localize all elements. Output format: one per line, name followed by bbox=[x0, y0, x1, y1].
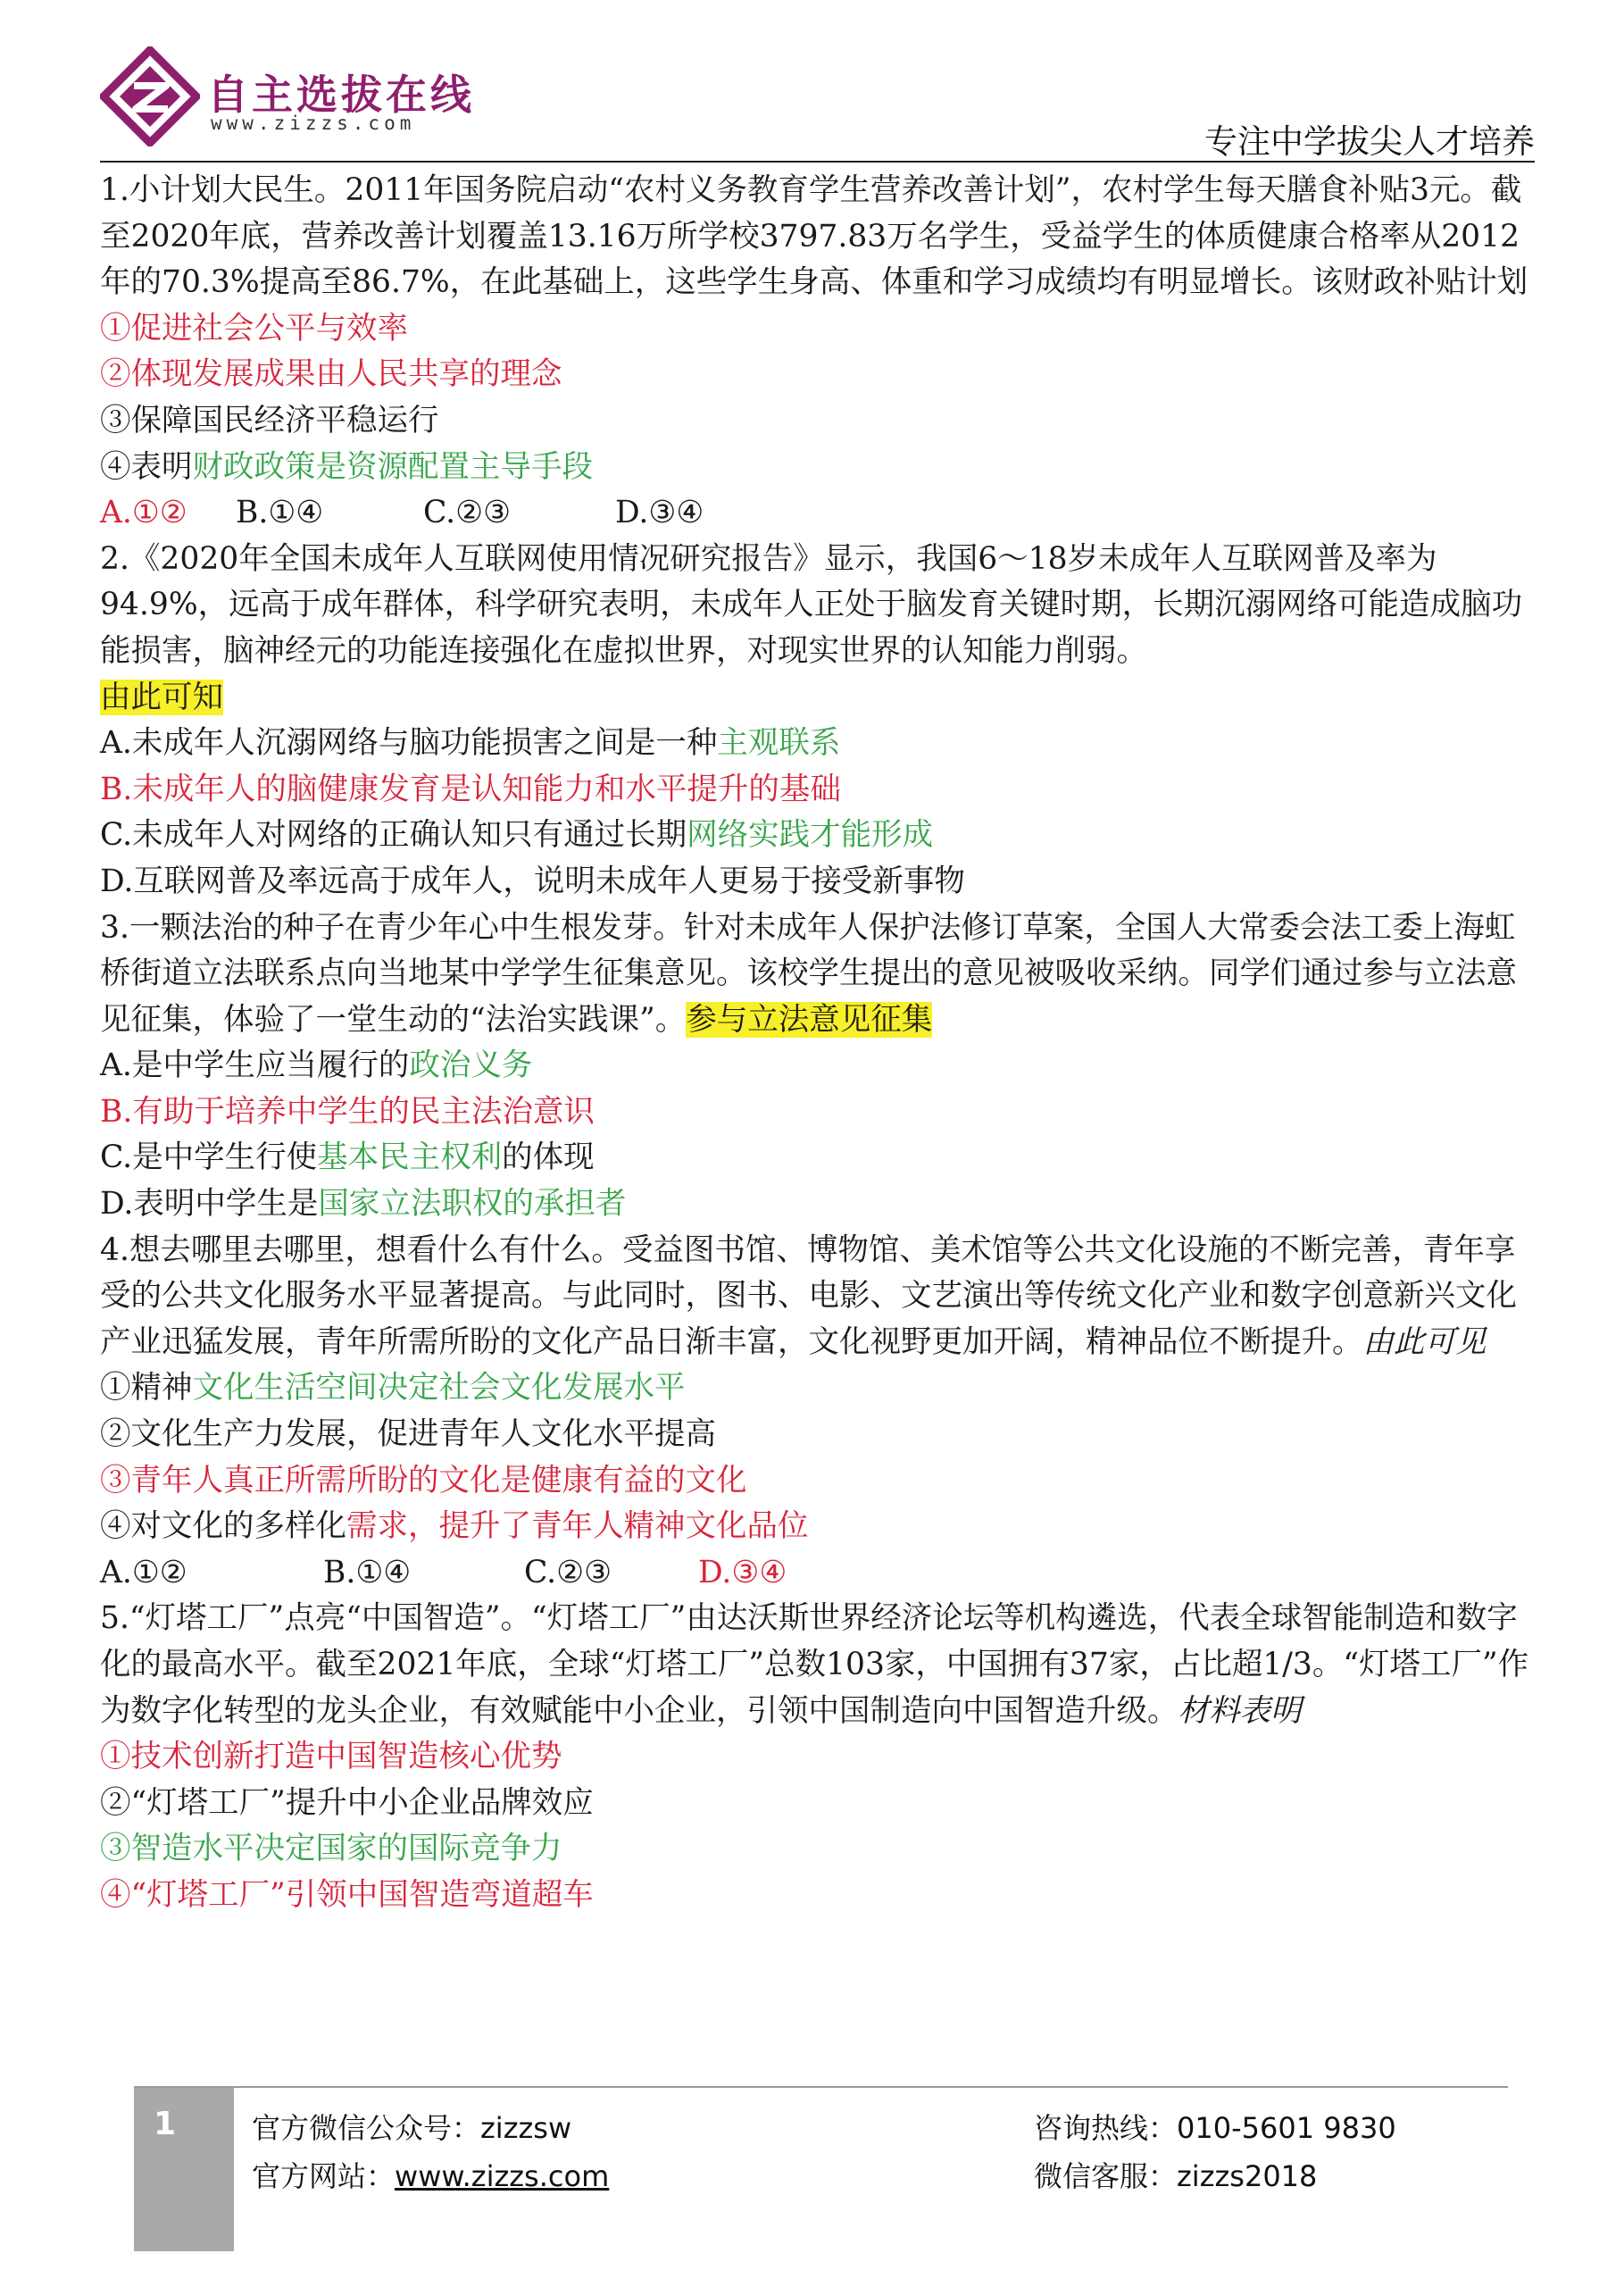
document-body bbox=[100, 168, 1537, 1919]
q1-item-4: ④表明财政政策是资源配置主导手段 bbox=[100, 448, 593, 485]
question-4-stem: 4.想去哪里去哪里，想看什么有什么。受益图书馆、博物馆、美术馆等公共文化设施的不断完善，青年享受的公共文化服务水平显著提高。与此同时，图书、电影、文艺演出等传统文化产业和数字创意新兴文化产业迅猛发展，青年所需所盼的文化产品日渐丰富，文化视野更加开阔，精神品位不断提升。由此可见 bbox=[100, 1231, 1517, 1360]
q1-choice-b: B.①④ bbox=[236, 495, 324, 531]
header-slogan: 专注中学拔尖人才培养 bbox=[1204, 122, 1535, 161]
q4-choice-d: D.③④ bbox=[698, 1554, 787, 1590]
q2-option-c: C.未成年人对网络的正确认知只有通过长期网络实践才能形成 bbox=[100, 817, 934, 854]
question-5-stem: 5.“灯塔工厂”点亮“中国智造”。“灯塔工厂”由达沃斯世界经济论坛等机构遴选，代表全球智能制造和数字化的最高水平。截至2021年底，全球“灯塔工厂”总数103家，中国拥有37家，占比超1/3。“灯塔工厂”作为数字化转型的龙头企业，有效赋能中小企业，引领中国制造向中国智造升级。材料表明 bbox=[100, 1600, 1529, 1729]
page-number-box bbox=[134, 2088, 234, 2251]
q1-item-1: ①促进社会公平与效率 bbox=[100, 310, 408, 346]
q4-item-1: ①精神文化生活空间决定社会文化发展水平 bbox=[100, 1370, 686, 1406]
q4-item-4: ④对文化的多样化需求，提升了青年人精神文化品位 bbox=[100, 1508, 809, 1545]
q1-choice-a: A.①② bbox=[100, 495, 187, 531]
q3-highlight: 参与立法意见征集 bbox=[686, 1001, 933, 1038]
q5-item-1: ①技术创新打造中国智造核心优势 bbox=[100, 1739, 562, 1775]
q5-tail: 材料表明 bbox=[1178, 1692, 1302, 1729]
q4-choice-c: C.②③ bbox=[524, 1554, 612, 1590]
q4-item-2: ②文化生产力发展，促进青年人文化水平提高 bbox=[100, 1416, 716, 1453]
footer-site: 官方网站：www.zizzs.com bbox=[252, 2159, 610, 2193]
footer-site-link[interactable]: www.zizzs.com bbox=[395, 2159, 610, 2193]
footer-wechat: 官方微信公众号：zizzsw bbox=[252, 2111, 572, 2145]
q3-option-d: D.表明中学生是国家立法职权的承担者 bbox=[100, 1186, 627, 1223]
q2-option-a: A.未成年人沉溺网络与脑功能损害之间是一种主观联系 bbox=[100, 725, 841, 762]
q4-choice-b: B.①④ bbox=[323, 1554, 412, 1590]
q1-choices bbox=[100, 490, 1537, 537]
footer-hotline: 咨询热线：010-5601 9830 bbox=[1034, 2111, 1396, 2145]
q4-item-3: ③青年人真正所需所盼的文化是健康有益的文化 bbox=[100, 1462, 747, 1498]
q5-item-4: ④“灯塔工厂”引领中国智造弯道超车 bbox=[100, 1876, 594, 1913]
q3-option-a: A.是中学生应当履行的政治义务 bbox=[100, 1048, 533, 1084]
logo-text: 自主选拔在线 bbox=[207, 71, 475, 119]
logo-url: www.zizzs.com bbox=[211, 113, 416, 134]
q5-item-2: ②“灯塔工厂”提升中小企业品牌效应 bbox=[100, 1784, 594, 1821]
q1-item-3: ③保障国民经济平稳运行 bbox=[100, 402, 439, 438]
q3-option-b: B.有助于培养中学生的民主法治意识 bbox=[100, 1093, 595, 1130]
q2-option-d: D.互联网普及率远高于成年人，说明未成年人更易于接受新事物 bbox=[100, 863, 965, 899]
question-1-stem: 1.小计划大民生。2011年国务院启动“农村义务教育学生营养改善计划”，农村学生每天膳食补贴3元。截至2020年底，营养改善计划覆盖13.16万所学校3797.83万名学生，受益学生的体质健康合格率从2012年的70.3%提高至86.7%，在此基础上，这些学生身高、体重和学习成绩均有明显增长。该财政补贴计划 bbox=[100, 172, 1528, 301]
footer-divider bbox=[134, 2086, 1508, 2088]
question-2-stem: 2.《2020年全国未成年人互联网使用情况研究报告》显示，我国6～18岁未成年人互联网普及率为94.9%，远高于成年群体，科学研究表明，未成年人正处于脑发育关键时期，长期沉溺网络可能造成脑功能损害，脑神经元的功能连接强化在虚拟世界，对现实世界的认知能力削弱。 由此可知 bbox=[100, 540, 1523, 715]
q4-choices bbox=[100, 1550, 1537, 1597]
header-divider bbox=[100, 161, 1535, 163]
q4-choice-a: A.①② bbox=[100, 1554, 187, 1590]
page-number: 1 bbox=[154, 2106, 177, 2142]
q2-option-b: B.未成年人的脑健康发育是认知能力和水平提升的基础 bbox=[100, 771, 841, 807]
q1-item-2: ②体现发展成果由人民共享的理念 bbox=[100, 356, 562, 393]
q4-tail: 由此可见 bbox=[1362, 1323, 1487, 1360]
q5-item-3: ③智造水平决定国家的国际竞争力 bbox=[100, 1831, 562, 1867]
q1-choice-c: C.②③ bbox=[423, 495, 511, 531]
q2-highlight: 由此可知 bbox=[100, 679, 223, 715]
zizzs-logo-icon bbox=[100, 46, 200, 146]
page-header bbox=[0, 0, 1624, 165]
q3-option-c: C.是中学生行使基本民主权利的体现 bbox=[100, 1139, 595, 1176]
footer-service: 微信客服：zizzs2018 bbox=[1034, 2159, 1318, 2193]
q1-choice-d: D.③④ bbox=[615, 495, 704, 531]
question-3-stem: 3.一颗法治的种子在青少年心中生根发芽。针对未成年人保护法修订草案，全国人大常委会法工委上海虹桥街道立法联系点向当地某中学学生征集意见。该校学生提出的意见被吸收采纳。同学们通过参与立法意见征集，体验了一堂生动的“法治实践课”。参与立法意见征集 bbox=[100, 909, 1517, 1038]
